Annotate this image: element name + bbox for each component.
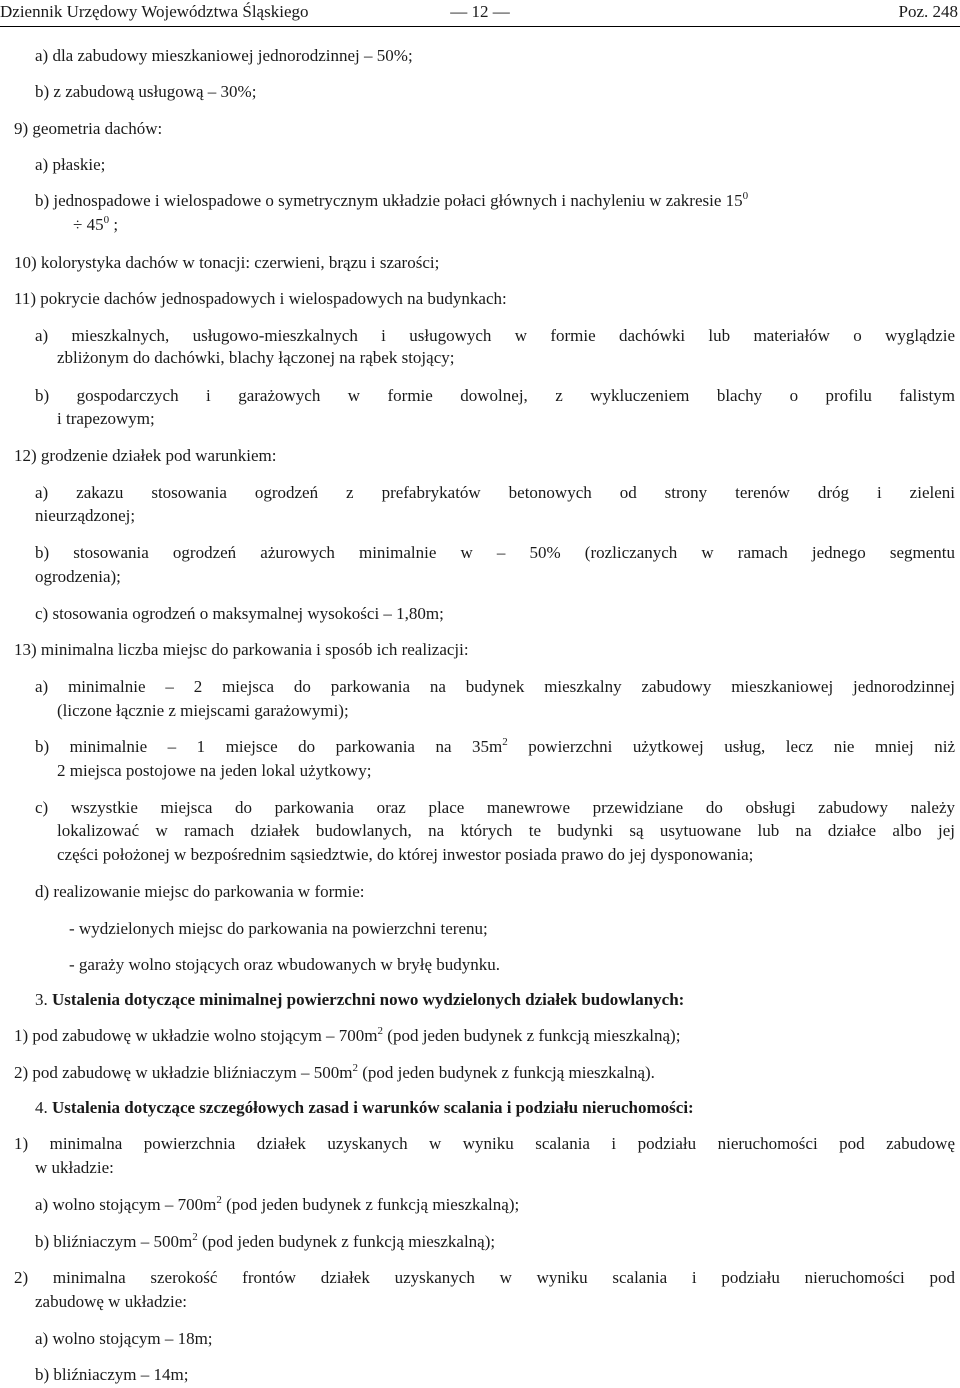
text-line: a) zakazu stosowania ogrodzeń z prefabrykatów betonowych od strony terenów dróg i zieleni	[35, 483, 955, 502]
text-line: - garaży wolno stojących oraz wbudowanych w bryłę budynku.	[69, 955, 501, 974]
text-line: a) minimalnie – 2 miejsca do parkowania na budynek mieszkalny zabudowy mieszkaniowej jednorodzinnej	[35, 677, 955, 696]
text-line: lokalizować w ramach działek budowlanych, na których te budynki są usytuowane lub na działce albo jej	[57, 821, 955, 840]
text-line: 1) pod zabudowę w układzie wolno stojącym – $700m^2$ (pod jeden budynek z funkcją mieszkalną);	[14, 1025, 681, 1045]
text-line: 2) pod zabudowę w układzie bliźniaczym – $500m^2$ (pod jeden budynek z funkcją mieszkalną).	[14, 1062, 655, 1082]
text-line: a) płaskie;	[35, 155, 106, 174]
section-heading: 4. Ustalenia dotyczące szczegółowych zasad i warunków scalania i podziału nieruchomości:	[35, 1098, 694, 1117]
text-line: b) bliźniaczym – 14m;	[35, 1365, 189, 1384]
text-line: b) z zabudową usługową – 30%;	[35, 82, 257, 101]
text-line: zbliżonym do dachówki, blachy łączonej na rąbek stojący;	[57, 348, 455, 367]
text-line: b) minimalnie – 1 miejsce do parkowania na $35m^2$ powierzchni użytkowej usług, lecz nie mniej niż	[35, 736, 955, 756]
text-line: c) stosowania ogrodzeń o maksymalnej wysokości – 1,80m;	[35, 604, 444, 623]
journal-title: Dziennik Urzędowy Województwa Śląskiego	[0, 2, 309, 21]
text-line: 11) pokrycie dachów jednospadowych i wielospadowych na budynkach:	[14, 289, 507, 308]
text-line: nieurządzonej;	[35, 506, 136, 525]
page-number: — 12 —	[450, 2, 510, 21]
text-line: (liczone łącznie z miejscami garażowymi);	[57, 701, 349, 720]
text-line: 2 miejsca postojowe na jeden lokal użytkowy;	[57, 761, 372, 780]
text-line: 2) minimalna szerokość frontów działek uzyskanych w wyniku scalania i podziału nieruchomości pod	[14, 1268, 955, 1287]
text-line: b) stosowania ogrodzeń ażurowych minimalnie w – 50% (rozliczanych w ramach jednego segmentu	[35, 543, 955, 562]
text-line: d) realizowanie miejsc do parkowania w formie:	[35, 882, 365, 901]
text-line: a) mieszkalnych, usługowo-mieszkalnych i usługowych w formie dachówki lub materiałów o wyglądzie	[35, 326, 955, 345]
text-line: i trapezowym;	[57, 409, 155, 428]
text-line: 10) kolorystyka dachów w tonacji: czerwieni, brązu i szarości;	[14, 253, 440, 272]
text-line: b) gospodarczych i garażowych w formie dowolnej, z wykluczeniem blachy o profilu falistym	[35, 386, 955, 405]
text-line: części położonej w bezpośrednim sąsiedztwie, do której inwestor posiada prawo do jej dysponowania;	[57, 845, 754, 864]
text-line: - wydzielonych miejsc do parkowania na powierzchni terenu;	[69, 919, 488, 938]
text-line: ogrodzenia);	[35, 567, 121, 586]
text-line: zabudowę w układzie:	[35, 1292, 187, 1311]
text-line: c) wszystkie miejsca do parkowania oraz place manewrowe przewidziane do obsługi zabudowy należy	[35, 798, 955, 817]
page-header	[0, 0, 960, 27]
text-line: a) dla zabudowy mieszkaniowej jednorodzinnej – 50%;	[35, 46, 413, 65]
position-number: Poz. 248	[898, 2, 958, 21]
text-line: 12) grodzenie działek pod warunkiem:	[14, 446, 277, 465]
section-heading: 3. Ustalenia dotyczące minimalnej powierzchni nowo wydzielonych działek budowlanych:	[35, 990, 685, 1009]
text-line: b) jednospadowe i wielospadowe o symetrycznym układzie połaci głównych i nachyleniu w zakresie $15^0$	[35, 190, 749, 210]
text-line: w układzie:	[35, 1158, 114, 1177]
text-line: a) wolno stojącym – 18m;	[35, 1329, 213, 1348]
text-line: a) wolno stojącym – $700m^2$ (pod jeden budynek z funkcją mieszkalną);	[35, 1194, 520, 1214]
text-line: ÷ $45^0$ ;	[73, 214, 119, 234]
text-line: 1) minimalna powierzchnia działek uzyskanych w wyniku scalania i podziału nieruchomości pod zabudowę	[14, 1134, 955, 1153]
text-line: 13) minimalna liczba miejsc do parkowania i sposób ich realizacji:	[14, 640, 469, 659]
text-line: b) bliźniaczym – $500m^2$ (pod jeden budynek z funkcją mieszkalną);	[35, 1231, 496, 1251]
text-line: 9) geometria dachów:	[14, 119, 163, 138]
